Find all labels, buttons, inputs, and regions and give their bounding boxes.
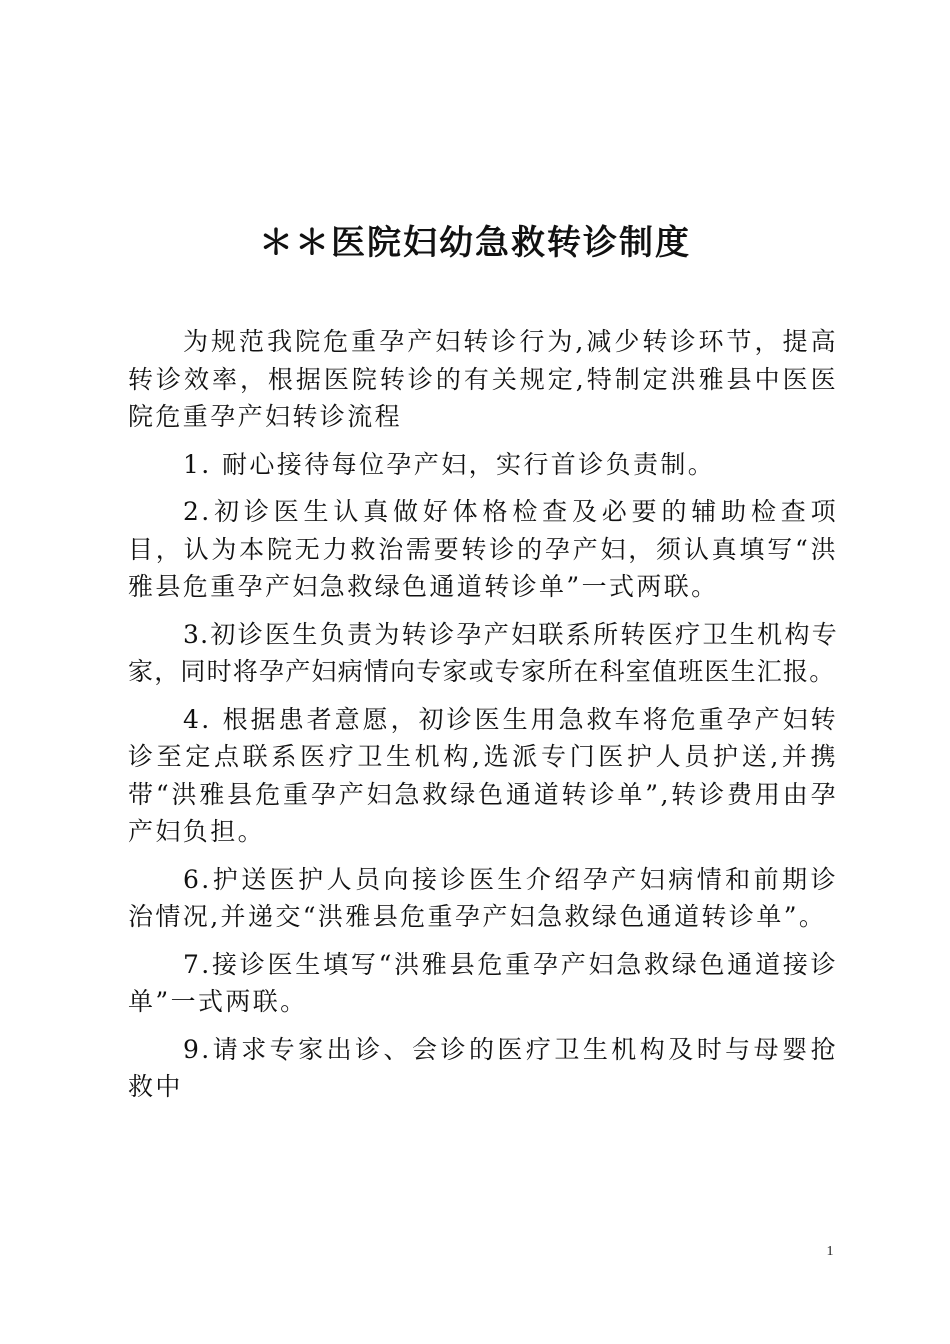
item-4-paragraph: 4. 根据患者意愿，初诊医生用急救车将危重孕产妇转诊至定点联系医疗卫生机构,选派专门医护人员护送,并携带“洪雅县危重孕产妇急救绿色通道转诊单”,转诊费用由孕产妇负担。 [128,704,838,846]
item-1-paragraph: 1. 耐心接待每位孕产妇，实行首诊负责制。 [183,449,716,479]
item-9-paragraph: 9.请求专家出诊、会诊的医疗卫生机构及时与母婴抢救中 [128,1034,838,1101]
page-number: 1 [826,1244,834,1259]
item-7-paragraph: 7.接诊医生填写“洪雅县危重孕产妇急救绿色通道接诊单”一式两联。 [128,949,838,1016]
intro-paragraph: 为规范我院危重孕产妇转诊行为,减少转诊环节，提高转诊效率，根据医院转诊的有关规定,特制定洪雅县中医医院危重孕产妇转诊流程 [128,327,838,431]
item-3-paragraph: 3.初诊医生负责为转诊孕产妇联系所转医疗卫生机构专家，同时将孕产妇病情向专家或专家所在科室值班医生汇报。 [128,619,838,686]
item-6-paragraph: 6.护送医护人员向接诊医生介绍孕产妇病情和前期诊治情况,并递交“洪雅县危重孕产妇急救绿色通道转诊单”。 [128,864,838,931]
document-title: ＊＊医院妇幼急救转诊制度 [259,223,691,263]
item-2-paragraph: 2.初诊医生认真做好体格检查及必要的辅助检查项目，认为本院无力救治需要转诊的孕产妇，须认真填写“洪雅县危重孕产妇急救绿色通道转诊单”一式两联。 [128,497,838,601]
document-body [128,323,838,1116]
